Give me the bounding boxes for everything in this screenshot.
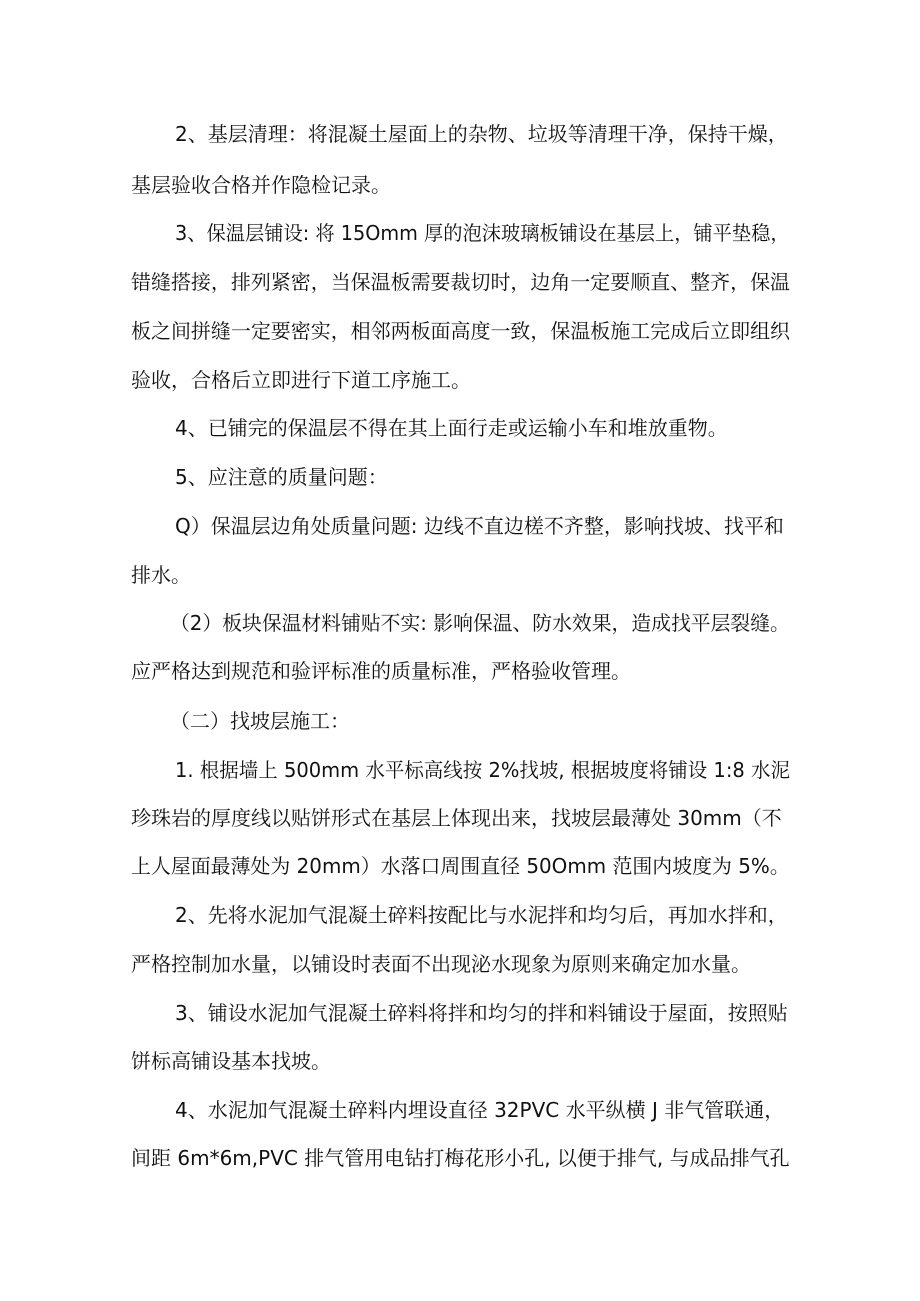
text-line: Q）保温层边角处质量问题: 边线不直边槎不齐整，影响找坡、找平和 bbox=[175, 514, 784, 538]
text-line: 应严格达到规范和验评标准的质量标准，严格验收管理。 bbox=[131, 659, 631, 683]
text-line: 5、应注意的质量问题： bbox=[175, 465, 388, 489]
text-line: 基层验收合格并作隐检记录。 bbox=[131, 173, 391, 197]
text-line: 3、铺设水泥加气混凝土碎料将拌和均匀的拌和料铺设于屋面，按照贴 bbox=[175, 1001, 788, 1025]
text-line: 间距 6m*6m,PVC 排气管用电钻打梅花形小孔, 以便于排气, 与成品排气孔 bbox=[131, 1146, 790, 1170]
text-line: 4、已铺完的保温层不得在其上面行走或运输小车和堆放重物。 bbox=[175, 416, 728, 440]
text-line: 2、先将水泥加气混凝土碎料按配比与水泥拌和均匀后，再加水拌和， bbox=[175, 903, 788, 927]
text-line: 1. 根据墙上 500mm 水平标高线按 2%找坡, 根据坡度将铺设 1:8 水泥 bbox=[175, 758, 790, 782]
text-line: 上人屋面最薄处为 20mm）水落口周围直径 50Omm 范围内坡度为 5%。 bbox=[131, 854, 790, 878]
section-heading: （二）找坡层施工： bbox=[170, 709, 350, 733]
text-line: 验收，合格后立即进行下道工序施工。 bbox=[131, 368, 471, 392]
text-line: 严格控制加水量，以铺设时表面不出现泌水现象为原则来确定加水量。 bbox=[131, 952, 751, 976]
text-line: 饼标高铺设基本找坡。 bbox=[131, 1049, 331, 1073]
text-line: （2）板块保温材料铺贴不实: 影响保温、防水效果，造成找平层裂缝。 bbox=[170, 611, 790, 635]
text-line: 排水。 bbox=[131, 563, 191, 587]
text-line: 珍珠岩的厚度线以贴饼形式在基层上体现出来，找坡层最薄处 30mm（不 bbox=[131, 806, 782, 830]
text-line: 错缝搭接，排列紧密，当保温板需要裁切时，边角一定要顺直、整齐，保温 bbox=[131, 270, 791, 294]
text-line: 4、水泥加气混凝土碎料内埋设直径 32PVC 水平纵横 J 非气管联通， bbox=[175, 1098, 785, 1122]
text-line: 2、基层清理：将混凝土屋面上的杂物、垃圾等清理干净，保持干燥， bbox=[175, 122, 788, 146]
text-line: 板之间拼缝一定要密实，相邻两板面高度一致，保温板施工完成后立即组织 bbox=[131, 319, 791, 343]
text-line: 3、保温层铺设: 将 15Omm 厚的泡沫玻璃板铺设在基层上，铺平垫稳， bbox=[175, 221, 790, 245]
